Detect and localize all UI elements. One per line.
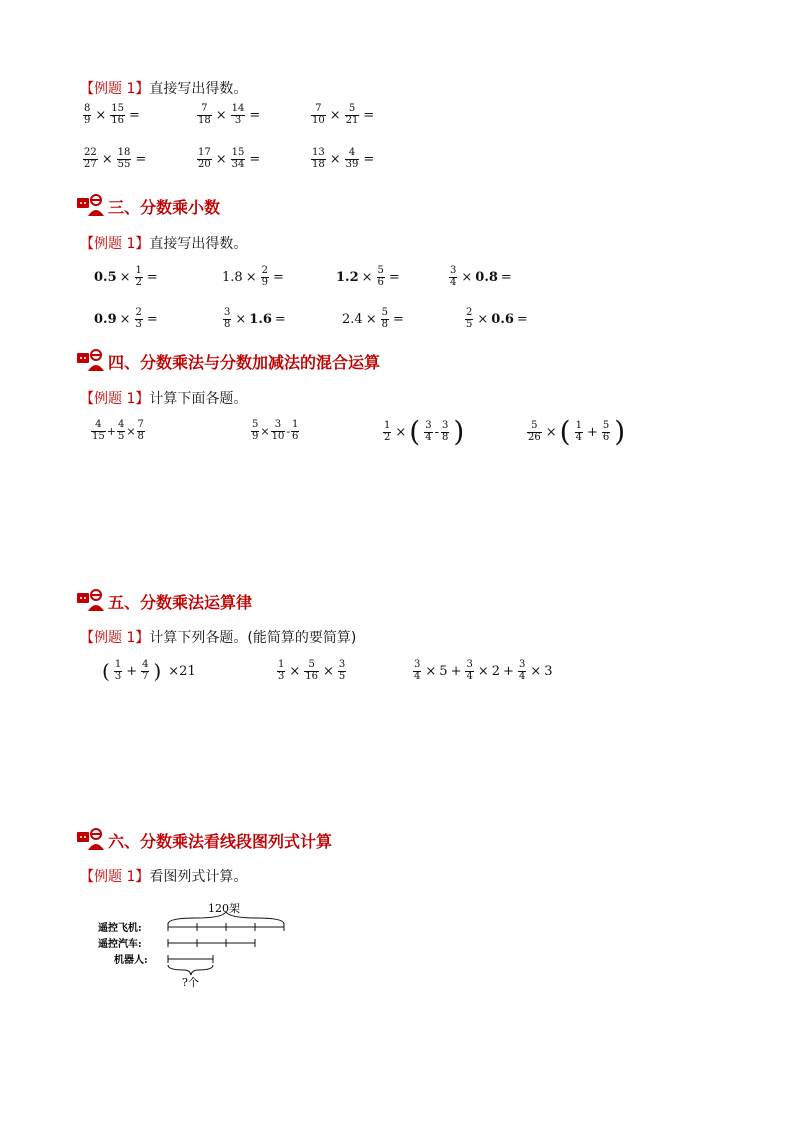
times-sign: ×: [329, 151, 341, 167]
equals-sign: =: [135, 151, 147, 167]
equals-sign: =: [129, 107, 140, 123]
problem: 1.8 × $\frac{2}{9}$ =: [222, 265, 284, 288]
row-label: 机器人:: [114, 955, 148, 966]
problem: 1.2 × $\frac{5}{6}$ =: [336, 265, 400, 288]
problem: [310, 148, 374, 170]
times-sign: ×: [215, 151, 227, 167]
example-header: [80, 866, 247, 886]
teacher-icon: [76, 349, 106, 371]
fraction: $\frac{18}{55}$: [117, 147, 131, 170]
row-label: 遥控飞机:: [98, 923, 142, 934]
fraction: $\frac{5}{21}$: [345, 103, 359, 126]
example-label: 【例题 1】: [80, 81, 150, 97]
fraction: $\frac{13}{18}$: [312, 147, 325, 170]
example-header: [80, 388, 247, 408]
fraction: $\frac{4}{39}$: [345, 147, 359, 170]
fraction: $\frac{7}{18}$: [198, 103, 211, 126]
instruction: 看图列式计算。: [149, 869, 248, 885]
section-title: 三、分数乘小数: [108, 198, 221, 217]
problem: $\frac{4}{15}$ + $\frac{4}{5}$ × $\frac{7}{8}$: [92, 419, 144, 442]
problem: $\frac{5}{9}$ × $\frac{3}{10}$ - $\frac{1}{6}$: [252, 419, 299, 442]
fraction: $\frac{22}{27}$: [84, 147, 97, 170]
instruction: 直接写出得数。: [149, 81, 248, 97]
problem: [82, 104, 140, 126]
times-sign: ×: [95, 107, 107, 123]
equals-sign: =: [363, 107, 375, 123]
instruction: 直接写出得数。: [149, 236, 248, 252]
fraction: $\frac{17}{20}$: [198, 147, 211, 170]
row-label: 遥控汽车:: [98, 939, 142, 950]
instruction: 计算下面各题。: [149, 391, 248, 407]
times-sign: ×: [101, 151, 113, 167]
equals-sign: =: [249, 151, 261, 167]
section-title: 六、分数乘法看线段图列式计算: [108, 832, 333, 851]
section-title: 四、分数乘法与分数加减法的混合运算: [108, 353, 381, 372]
example-label: 【例题 1】: [80, 391, 150, 407]
teacher-icon: [76, 194, 106, 216]
fraction: $\frac{15}{16}$: [111, 103, 125, 126]
example-header: [80, 627, 356, 647]
instruction: 计算下列各题。(能简算的要简算): [149, 630, 357, 646]
problem: $\frac{3}{4}$ × 0.8 =: [450, 265, 512, 288]
problem: ( $\frac{1}{3}$ + $\frac{4}{7}$ ) ×21: [102, 659, 196, 683]
problem: 0.5 × $\frac{1}{2}$ =: [94, 265, 158, 288]
fraction: $\frac{14}{3}$: [231, 103, 245, 126]
problem: 0.9 × $\frac{2}{3}$ =: [94, 307, 158, 330]
teacher-icon: [76, 828, 106, 850]
section-title: 五、分数乘法运算律: [108, 593, 253, 612]
example-header: [80, 78, 247, 98]
example-label: 【例题 1】: [80, 630, 150, 646]
equals-sign: =: [363, 151, 375, 167]
problem: 2.4 × $\frac{5}{8}$ =: [342, 307, 404, 330]
line-segment-diagram: [96, 898, 306, 990]
unknown-label: ?个: [182, 976, 199, 989]
problem: [82, 148, 146, 170]
problem: $\frac{5}{26}$ × ( $\frac{1}{4}$ + $\frac{5}{6}$ ): [528, 415, 626, 448]
fraction: $\frac{8}{9}$: [84, 103, 91, 126]
times-sign: ×: [215, 107, 227, 123]
problem: $\frac{1}{2}$ × ( $\frac{3}{4}$ - $\frac{3}{8}$ ): [384, 415, 465, 448]
fraction: $\frac{7}{10}$: [312, 103, 325, 126]
bottom-brace: [168, 965, 213, 975]
times-sign: ×: [329, 107, 341, 123]
example-header: [80, 233, 247, 253]
problem: $\frac{3}{4}$ × 5 + $\frac{3}{4}$ × 2 + $\frac{3}{4}$ × 3: [414, 659, 553, 682]
problem: [196, 104, 260, 126]
fraction: $\frac{15}{34}$: [231, 147, 245, 170]
equals-sign: =: [249, 107, 261, 123]
problem: [310, 104, 374, 126]
example-label: 【例题 1】: [80, 869, 150, 885]
example-label: 【例题 1】: [80, 236, 150, 252]
problem: $\frac{1}{3}$ × $\frac{5}{16}$ × $\frac{3}{5}$: [278, 659, 346, 682]
teacher-icon: [76, 589, 106, 611]
total-label: 120架: [208, 902, 240, 915]
problem: $\frac{2}{5}$ × 0.6 =: [466, 307, 528, 330]
problem: $\frac{3}{8}$ × 1.6 =: [224, 307, 286, 330]
problem: [196, 148, 260, 170]
